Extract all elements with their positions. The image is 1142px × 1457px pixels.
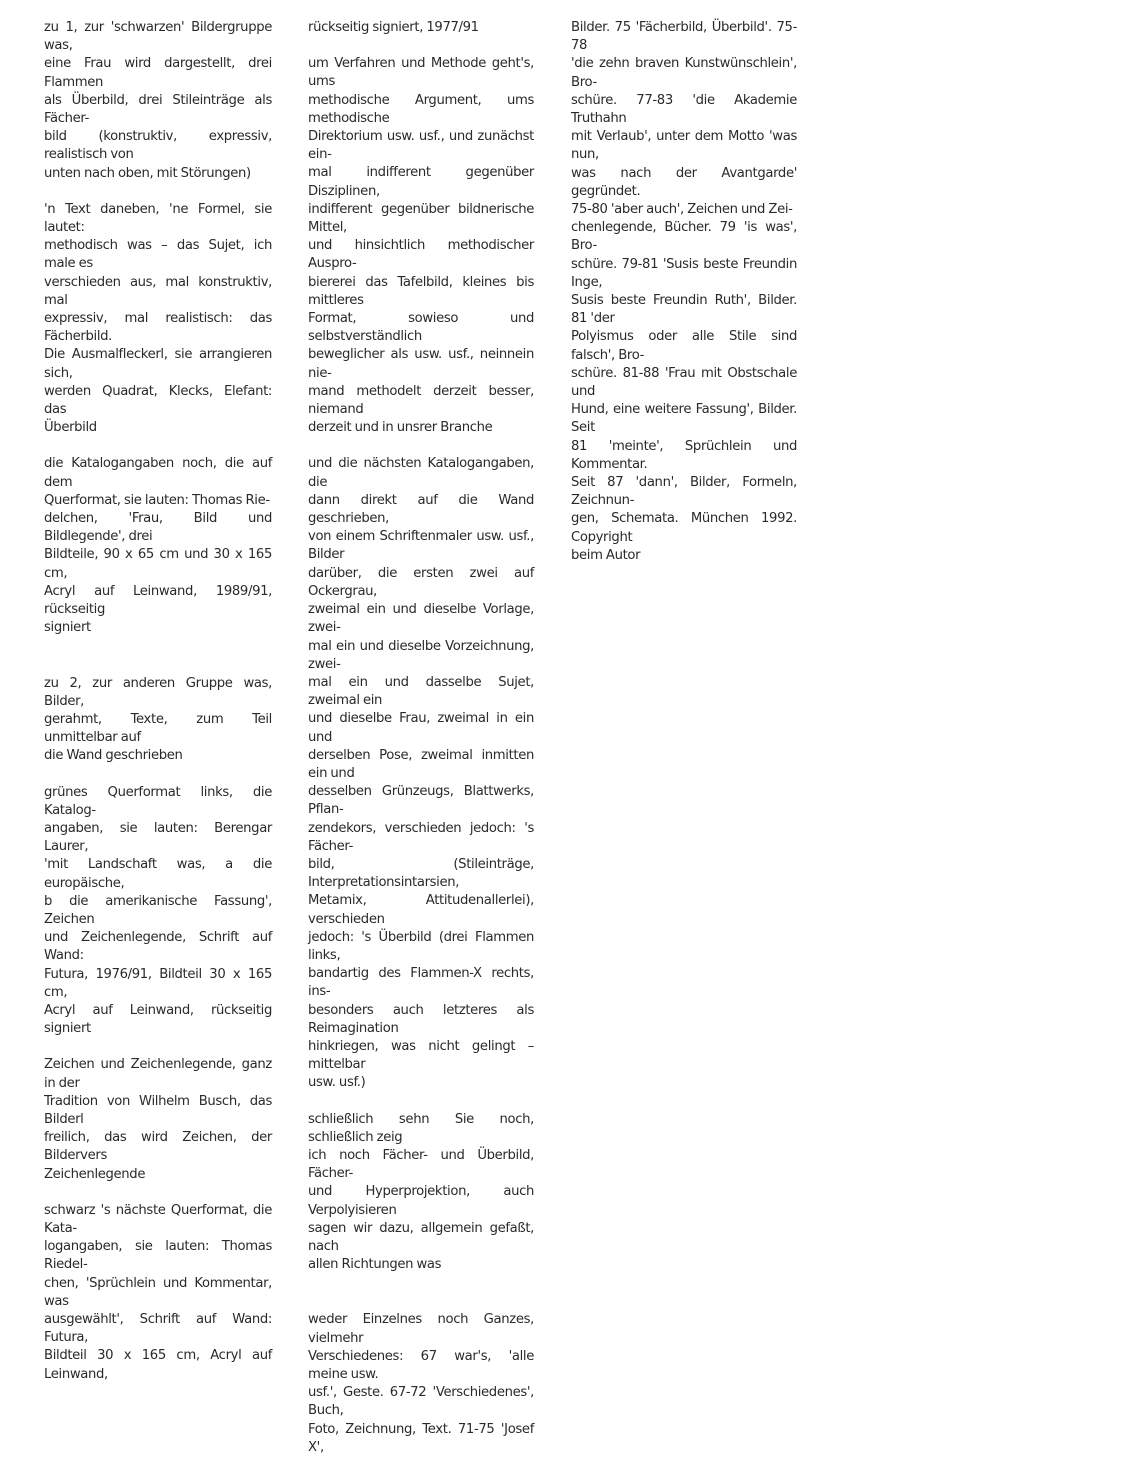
paragraph: zu 1, zur 'schwarzen' Bildergruppe was, eine Frau wird dargestellt, drei Flammen als Überbild, drei Stileinträge als Fächer- bild (konstruktiv, expressiv, realistisch von unten nach oben, mit Störungen) <box>44 20 272 181</box>
text-column-3 <box>571 14 797 565</box>
paragraph: um Verfahren und Methode geht's, ums methodische Argument, ums methodische Direktorium usw. usf., und zunächst ein- mal indifferent gegenüber Disziplinen, indifferent gegenüber bildnerische Mittel, und hinsichtlich methodischer Auspro- biererei das Tafelbild, kleines bis mittleres Format, sowieso und selbstverständlich beweglicher als usw. usf., neinnein nie- mand methodelt derzeit besser, niemand derzeit und in unsrer Branche <box>308 56 534 436</box>
paragraph: schließlich sehn Sie noch, schließlich zeig ich noch Fächer- und Überbild, Fächer- und Hyperprojektion, auch Verpolyisieren sagen wir dazu, allgemein gefaßt, nach allen Richtungen was <box>308 1111 534 1273</box>
text-column-1 <box>44 14 272 1384</box>
text-column-2 <box>308 14 534 1457</box>
paragraph: die Katalogangaben noch, die auf dem Querformat, sie lauten: Thomas Rie- delchen, 'Frau, Bild und Bildlegende', drei Bildteile, 90 x 65 cm und 30 x 165 cm, Acryl auf Leinwand, 1989/91, rückseitig signiert <box>44 456 272 636</box>
paragraph: rückseitig signiert, 1977/91 <box>308 20 479 35</box>
paragraph: 'n Text daneben, 'ne Formel, sie lautet: methodisch was – das Sujet, ich male es verschieden aus, mal konstruktiv, mal expressiv, mal realistisch: das Fächerbild. Die Ausmalfleckerl, sie arrangieren sich, werden Quadrat, Klecks, Elefant: das Überbild <box>44 201 272 436</box>
paragraph: und die nächsten Katalogangaben, die dann direkt auf die Wand geschrieben, von einem Schriftenmaler usw. usf., Bilder darüber, die ersten zwei auf Ockergrau, zweimal ein und dieselbe Vorlage, zwei- mal ein und dieselbe Vorzeichnung, zwei- mal ein und dasselbe Sujet, zweimal ein und dieselbe Frau, zweimal in ein und derselben Pose, zweimal inmitten ein und desselben Grünzeugs, Blattwerks, Pflan- zendekors, verschieden jedoch: 's Fächer- bild, (Stileinträge, Interpretationsintarsien, Metamix, Attitudenallerlei), verschieden jedoch: 's Überbild (drei Flammen links, bandartig des Flammen-X rechts, ins- besonders auch letzteres als Reimagination hinkriegen, was nicht gelingt – mittelbar usw. usf.) <box>308 456 534 1091</box>
paragraph: zu 2, zur anderen Gruppe was, Bilder, gerahmt, Texte, zum Teil unmittelbar auf die Wand geschrieben <box>44 675 272 764</box>
paragraph: grünes Querformat links, die Katalog- angaben, sie lauten: Berengar Laurer, 'mit Landschaft was, a die europäische, b die amerikanische Fassung', Zeichen und Zeichenlegende, Schrift auf Wand: Futura, 1976/91, Bildteil 30 x 165 cm, Acryl auf Leinwand, rückseitig signiert <box>44 784 272 1037</box>
paragraph: schwarz 's nächste Querformat, die Kata- logangaben, sie lauten: Thomas Riedel- chen, 'Sprüchlein und Kommentar, was ausgewählt', Schrift auf Wand: Futura, Bildteil 30 x 165 cm, Acryl auf Leinwand, <box>44 1202 272 1382</box>
paragraph: Bilder. 75 'Fächerbild, Überbild'. 75-78 'die zehn braven Kunstwünschlein', Bro- schüre. 77-83 'die Akademie Truthahn mit Verlaub', unter dem Motto 'was nun, was nach der Avantgarde' gegründet. 75-80 'aber auch', Zeichen und Zei- chenlegende, Bücher. 79 'is was', Bro- schüre. 79-81 'Susis beste Freundin Inge, Susis beste Freundin Ruth', Bilder. 81 'der Polyismus oder alle Stile sind falsch', Bro- schüre. 81-88 'Frau mit Obstschale und Hund, eine weitere Fassung', Bilder. Seit 81 'meinte', Sprüchlein und Kommentar. Seit 87 'dann', Bilder, Formeln, Zeichnun- gen, Schemata. München 1992. Copyright beim Autor <box>571 20 797 563</box>
paragraph: Zeichen und Zeichenlegende, ganz in der Tradition von Wilhelm Busch, das Bilderl freilich, das wird Zeichen, der Bildervers Zeichenlegende <box>44 1057 272 1182</box>
paragraph: weder Einzelnes noch Ganzes, vielmehr Verschiedenes: 67 war's, 'alle meine usw. usf.', Geste. 67-72 'Verschiedenes', Buch, Foto, Zeichnung, Text. 71-75 'Josef X', <box>308 1312 534 1455</box>
